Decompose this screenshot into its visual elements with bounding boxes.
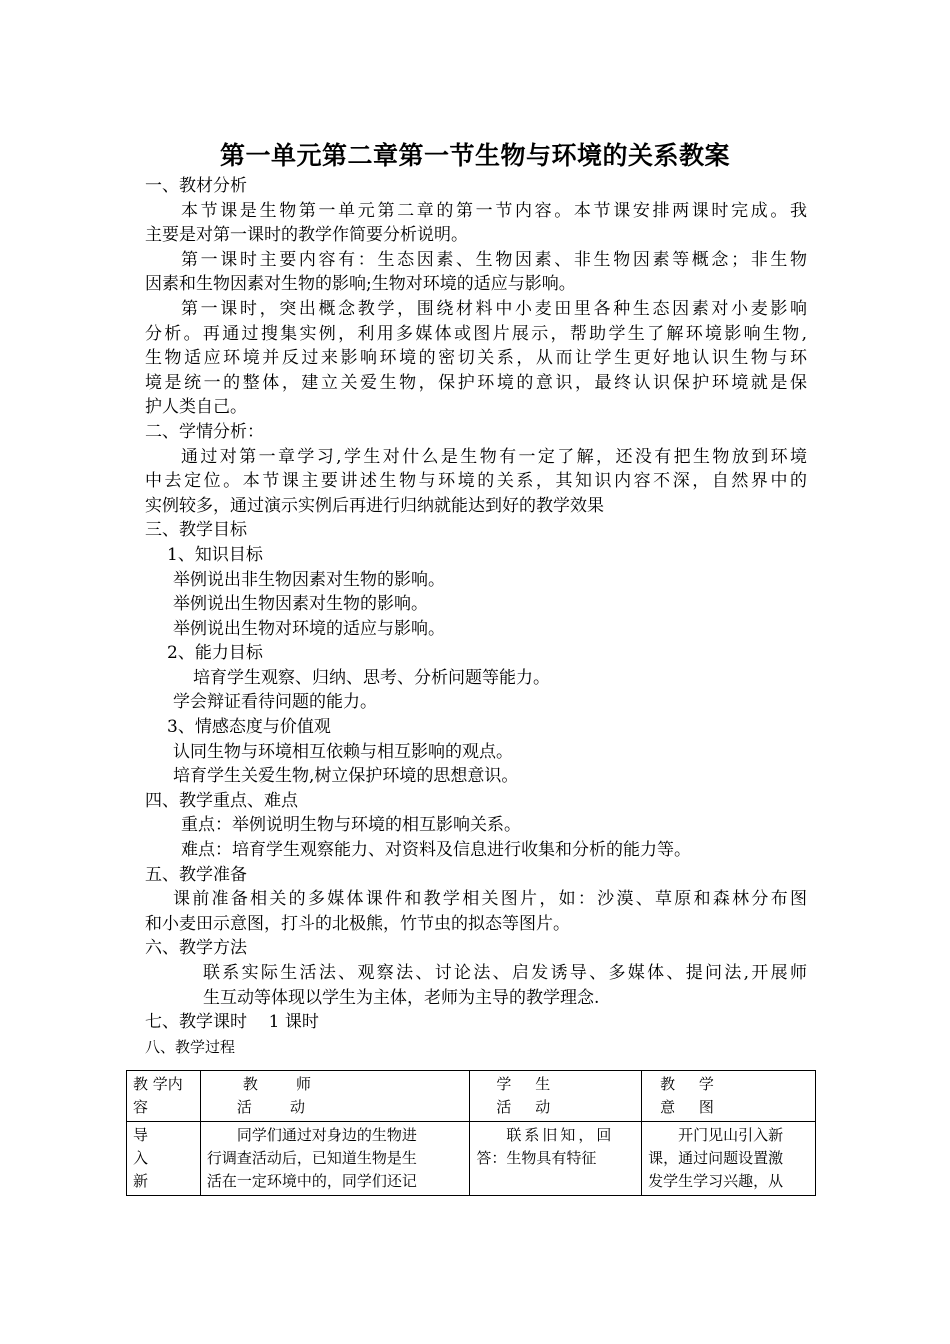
section-heading: 七、教学课时 1 课时 — [145, 1012, 319, 1033]
paragraph-line: 中去定位。本节课主要讲述生物与环境的关系，其知识内容不深，自然界中的 — [145, 471, 807, 492]
paragraph-line: 主要是对第一课时的教学作简要分析说明。 — [145, 225, 468, 246]
document-body — [145, 174, 807, 1059]
list-item: 举例说出生物对环境的适应与影响。 — [173, 618, 445, 639]
row-cell-intent: 开门见山引入新 课，通过问题设置激 发学生学习兴趣，从 — [642, 1122, 816, 1196]
paragraph-line: 因素和生物因素对生物的影响;生物对环境的适应与影响。 — [145, 274, 576, 295]
list-item: 培育学生关爱生物,树立保护环境的思想意识。 — [173, 766, 519, 787]
table-header-row — [127, 1071, 816, 1122]
list-item: 认同生物与环境相互依赖与相互影响的观点。 — [173, 741, 513, 762]
paragraph-line: 第一课时，突出概念教学，围绕材料中小麦田里各种生态因素对小麦影响 — [181, 298, 807, 319]
paragraph-line: 分析。再通过搜集实例，利用多媒体或图片展示，帮助学生了解环境影响生物, — [145, 323, 807, 344]
paragraph-line: 护人类自己。 — [145, 397, 247, 418]
section-heading: 一、教材分析 — [145, 176, 247, 196]
list-item: 举例说出生物因素对生物的影响。 — [173, 594, 428, 615]
section-heading: 二、学情分析： — [145, 421, 264, 442]
paragraph-line: 境是统一的整体，建立关爱生物，保护环境的意识，最终认识保护环境就是保 — [145, 372, 807, 393]
paragraph-line: 和小麦田示意图，打斗的北极熊，竹节虫的拟态等图片。 — [145, 913, 570, 934]
paragraph-line: 难点：培育学生观察能力、对资料及信息进行收集和分析的能力等。 — [181, 840, 691, 861]
paragraph-line: 通过对第一章学习,学生对什么是生物有一定了解，还没有把生物放到环境 — [181, 446, 807, 467]
paragraph-line: 生互动等体现以学生为主体，老师为主导的教学理念. — [203, 987, 600, 1008]
header-cell-student: 学 生 活 动 — [470, 1071, 642, 1122]
paragraph-line: 重点：举例说明生物与环境的相互影响关系。 — [181, 815, 521, 836]
subsection-heading: 3、情感态度与价值观 — [167, 717, 331, 738]
header-cell-intent: 教 学 意 图 — [642, 1071, 816, 1122]
paragraph-line: 第一课时主要内容有：生态因素、生物因素、非生物因素等概念；非生物 — [181, 249, 807, 270]
section-heading: 八、教学过程 — [145, 1037, 236, 1056]
section-heading: 四、教学重点、难点 — [145, 790, 298, 811]
paragraph-line: 联系实际生活法、观察法、讨论法、启发诱导、多媒体、提问法,开展师 — [203, 963, 807, 983]
section-heading: 三、教学目标 — [145, 520, 247, 541]
paragraph-line: 实例较多，通过演示实例后再进行归纳就能达到好的教学效果 — [145, 495, 604, 516]
paragraph-line: 课前准备相关的多媒体课件和教学相关图片，如：沙漠、草原和森林分布图 — [173, 889, 807, 910]
teaching-process-table — [126, 1070, 816, 1196]
row-cell-teacher: 同学们通过对身边的生物进 行调查活动后，已知道生物是生 活在一定环境中的，同学们还记 — [200, 1122, 470, 1196]
subsection-heading: 1、知识目标 — [167, 544, 263, 565]
header-cell-content: 教 学内 容 — [127, 1071, 201, 1122]
subsection-heading: 2、能力目标 — [167, 643, 263, 664]
section-heading: 六、教学方法 — [145, 938, 247, 959]
paragraph-line: 生物适应环境并反过来影响环境的密切关系，从而让学生更好地认识生物与环 — [145, 348, 807, 369]
paragraph-line: 本节课是生物第一单元第二章的第一节内容。本节课安排两课时完成。我 — [181, 200, 807, 221]
row-cell-student: 联系旧知，回 答：生物具有特征 — [470, 1122, 642, 1196]
section-heading: 五、教学准备 — [145, 864, 247, 885]
list-item: 举例说出非生物因素对生物的影响。 — [173, 569, 445, 590]
document-title: 第一单元第二章第一节生物与环境的关系教案 — [219, 141, 730, 170]
header-cell-teacher: 教 师 活 动 — [200, 1071, 470, 1122]
list-item: 培育学生观察、归纳、思考、分析问题等能力。 — [193, 667, 550, 688]
row-cell-content: 导 入 新 — [127, 1122, 201, 1196]
list-item: 学会辩证看待问题的能力。 — [173, 692, 377, 713]
table-row — [127, 1122, 816, 1196]
